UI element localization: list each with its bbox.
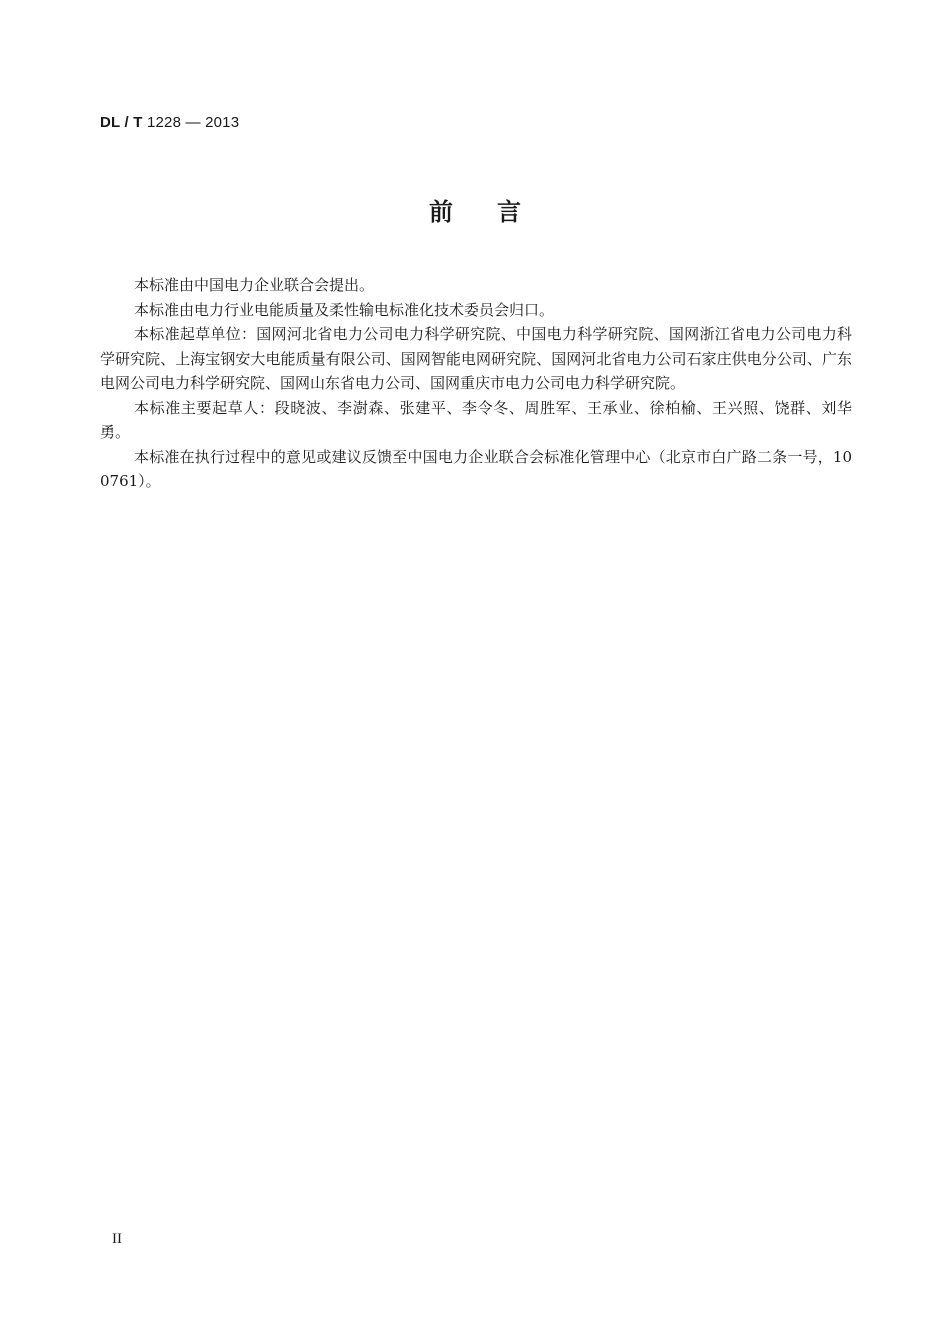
- paragraph-committee: 本标准由电力行业电能质量及柔性输电标准化技术委员会归口。: [134, 300, 555, 319]
- paragraph-drafters: 本标准主要起草人：段晓波、李澍森、张建平、李令冬、周胜军、王承业、徐柏榆、王兴照、饶群、刘华勇。: [100, 398, 852, 441]
- page-number: II: [112, 1231, 122, 1247]
- title-part-1: 前: [429, 198, 453, 226]
- standard-number: 1228 — 2013: [142, 114, 240, 131]
- standard-prefix: DL / T: [100, 114, 143, 131]
- page-title: [0, 192, 950, 227]
- standard-code: [100, 114, 239, 131]
- paragraph-proposer: 本标准由中国电力企业联合会提出。: [134, 276, 375, 294]
- title-part-2: 言: [497, 198, 521, 226]
- paragraph-feedback: 本标准在执行过程中的意见或建议反馈至中国电力企业联合会标准化管理中心（北京市白广路二条一号，100761）。: [100, 447, 852, 490]
- foreword-body: [100, 273, 852, 494]
- paragraph-drafting-units: 本标准起草单位：国网河北省电力公司电力科学研究院、中国电力科学研究院、国网浙江省电力公司电力科学研究院、上海宝钢安大电能质量有限公司、国网智能电网研究院、国网河北省电力公司石家庄供电分公司、广东电网公司电力科学研究院、国网山东省电力公司、国网重庆市电力公司电力科学研究院。: [100, 325, 852, 392]
